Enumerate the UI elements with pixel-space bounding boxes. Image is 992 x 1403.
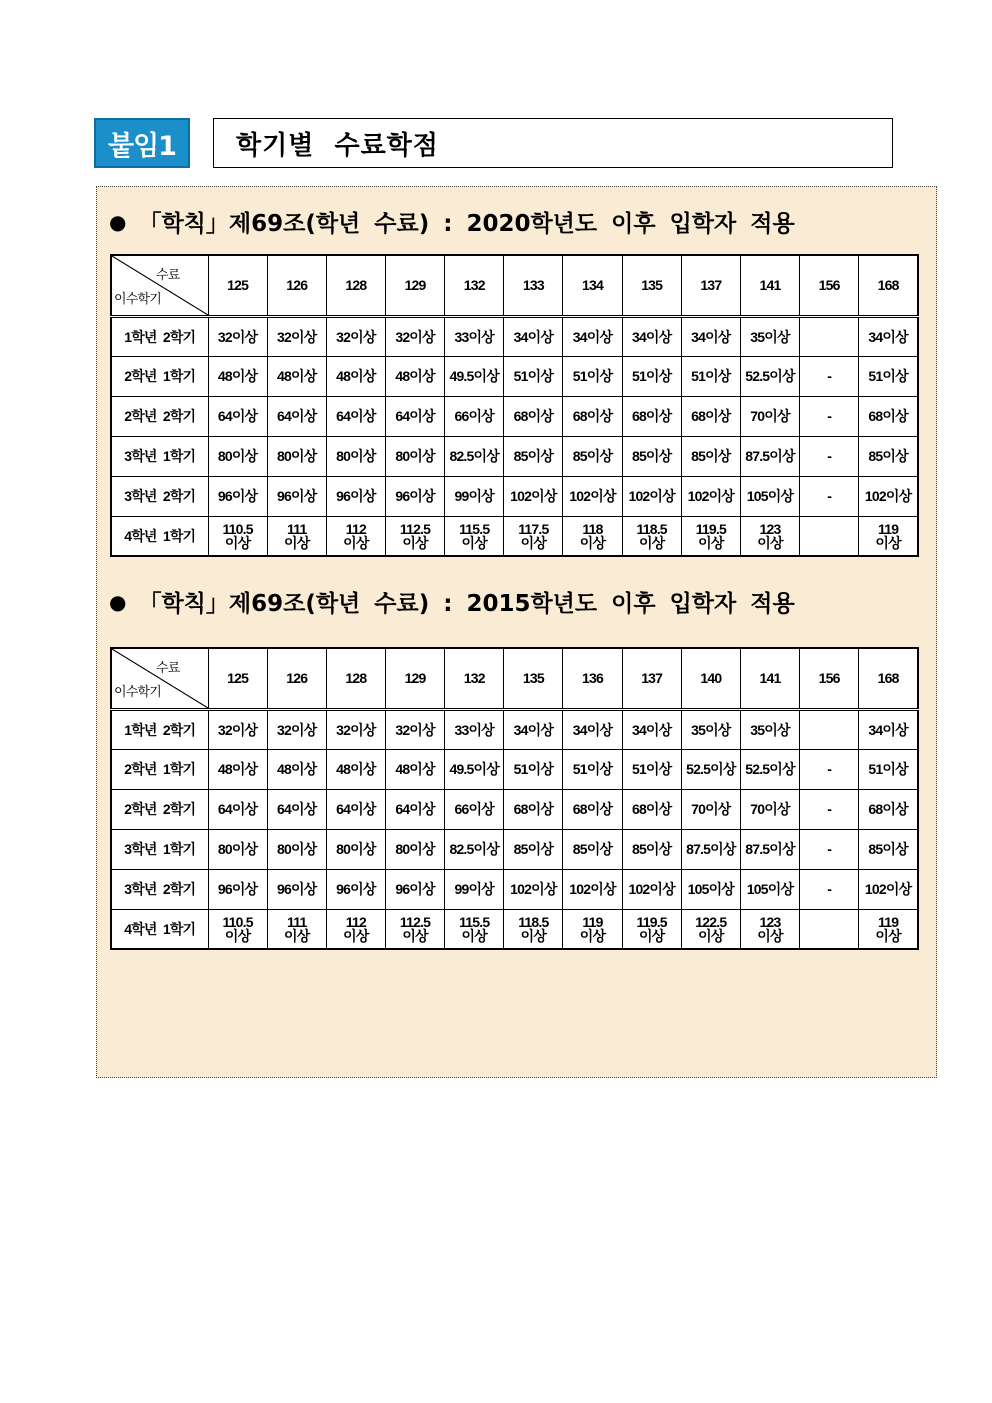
credit-cell: 102이상 xyxy=(504,869,563,909)
credit-cell: 32이상 xyxy=(326,709,385,749)
credit-cell: 87.5이상 xyxy=(740,436,799,476)
credit-cell: 52.5이상 xyxy=(740,356,799,396)
column-header-credits: 141 xyxy=(740,648,799,709)
column-header-credits: 128 xyxy=(326,648,385,709)
credit-suffix: 이상 xyxy=(579,534,606,551)
credit-suffix: 이상 xyxy=(638,534,665,551)
credit-value: 111 xyxy=(287,913,307,930)
credit-value: 119 xyxy=(878,520,899,537)
section-heading-text: 「학칙」제69조(학년 수료) : 2020학년도 이후 입학자 적용 xyxy=(138,211,795,237)
credit-suffix: 이상 xyxy=(875,927,901,944)
column-header-credits: 129 xyxy=(385,255,444,316)
column-header-credits: 137 xyxy=(622,648,681,709)
credit-cell xyxy=(800,316,859,356)
credit-cell: 80이상 xyxy=(267,829,326,869)
row-label-semester: 2학년 1학기 xyxy=(111,356,208,396)
credit-cell: 51이상 xyxy=(681,356,740,396)
credit-cell xyxy=(267,516,326,556)
credit-cell: 51이상 xyxy=(504,749,563,789)
row-label-semester: 3학년 1학기 xyxy=(111,829,208,869)
credit-cell: 48이상 xyxy=(326,749,385,789)
credit-cell xyxy=(445,909,504,949)
credit-cell: - xyxy=(800,476,859,516)
credit-cell: 52.5이상 xyxy=(740,749,799,789)
credit-cell: 102이상 xyxy=(563,476,622,516)
attachment-badge: 붙임1 xyxy=(94,118,190,168)
column-header-credits: 135 xyxy=(504,648,563,709)
credit-value: 118.5 xyxy=(518,913,549,930)
credit-cell: 35이상 xyxy=(681,709,740,749)
credit-cell: 68이상 xyxy=(859,789,918,829)
credit-cell xyxy=(740,516,799,556)
corner-label-completion: 수료 xyxy=(155,267,180,282)
column-header-credits: 134 xyxy=(563,255,622,316)
credit-cell: 85이상 xyxy=(859,436,918,476)
credit-value: 119.5 xyxy=(636,913,667,930)
credit-cell: 96이상 xyxy=(385,869,444,909)
credit-cell: 64이상 xyxy=(385,789,444,829)
credit-cell xyxy=(504,909,563,949)
credit-cell: 34이상 xyxy=(681,316,740,356)
row-label-semester: 4학년 1학기 xyxy=(111,516,208,556)
credit-cell: 99이상 xyxy=(445,869,504,909)
credit-value: 115.5 xyxy=(459,520,490,537)
credit-cell: 32이상 xyxy=(385,709,444,749)
credit-cell: 34이상 xyxy=(622,316,681,356)
credit-cell: 80이상 xyxy=(326,829,385,869)
credit-cell: 102이상 xyxy=(622,869,681,909)
credit-cell: 80이상 xyxy=(385,829,444,869)
credit-cell: - xyxy=(800,749,859,789)
credit-cell xyxy=(208,909,267,949)
credit-cell: 80이상 xyxy=(208,436,267,476)
credit-cell: 48이상 xyxy=(267,749,326,789)
credit-cell xyxy=(385,516,444,556)
credit-value: 123 xyxy=(759,913,781,930)
column-header-credits: 132 xyxy=(445,648,504,709)
table-row xyxy=(111,356,918,396)
bullet-icon: ● xyxy=(109,589,127,614)
credit-cell xyxy=(622,516,681,556)
credits-table-2020 xyxy=(110,254,919,557)
table-row xyxy=(111,436,918,476)
credit-cell: 64이상 xyxy=(385,396,444,436)
credit-cell: 66이상 xyxy=(445,789,504,829)
credit-value: 112 xyxy=(345,520,366,537)
credit-cell: 102이상 xyxy=(859,476,918,516)
credit-cell: 68이상 xyxy=(681,396,740,436)
credit-cell: 87.5이상 xyxy=(681,829,740,869)
credit-cell: - xyxy=(800,789,859,829)
page-title xyxy=(213,118,893,168)
credit-cell xyxy=(622,909,681,949)
credit-cell xyxy=(859,516,918,556)
credit-suffix: 이상 xyxy=(461,927,487,944)
credit-cell: 68이상 xyxy=(563,396,622,436)
credit-cell: 32이상 xyxy=(326,316,385,356)
credit-cell: 34이상 xyxy=(563,316,622,356)
credit-cell: 105이상 xyxy=(681,869,740,909)
corner-label-semester: 이수학기 xyxy=(114,683,162,699)
credit-cell: 68이상 xyxy=(504,789,563,829)
credit-cell: 96이상 xyxy=(326,869,385,909)
credit-cell: 68이상 xyxy=(622,396,681,436)
credit-cell: 68이상 xyxy=(504,396,563,436)
corner-label-semester: 이수학기 xyxy=(114,290,162,306)
credit-cell: 34이상 xyxy=(504,709,563,749)
credit-cell: 52.5이상 xyxy=(681,749,740,789)
table-row xyxy=(111,396,918,436)
credit-suffix: 이상 xyxy=(579,927,606,944)
table-row xyxy=(111,869,918,909)
credit-cell: 96이상 xyxy=(267,476,326,516)
credit-cell: 48이상 xyxy=(326,356,385,396)
credit-cell: 64이상 xyxy=(267,396,326,436)
table-row xyxy=(111,909,918,949)
table-row xyxy=(111,316,918,356)
credit-cell: 64이상 xyxy=(208,789,267,829)
credit-cell: 51이상 xyxy=(622,356,681,396)
column-header-credits: 126 xyxy=(267,648,326,709)
credit-cell xyxy=(267,909,326,949)
column-header-credits: 129 xyxy=(385,648,444,709)
credit-cell: 99이상 xyxy=(445,476,504,516)
credit-cell: 51이상 xyxy=(504,356,563,396)
row-label-semester: 2학년 2학기 xyxy=(111,789,208,829)
credit-suffix: 이상 xyxy=(402,927,428,944)
table-row xyxy=(111,829,918,869)
credit-cell: 102이상 xyxy=(859,869,918,909)
credit-cell: 34이상 xyxy=(622,709,681,749)
credit-suffix: 이상 xyxy=(638,927,665,944)
section-heading-2020 xyxy=(109,205,795,238)
credit-cell: 48이상 xyxy=(208,749,267,789)
credit-value: 122.5 xyxy=(695,913,727,930)
credit-value: 119.5 xyxy=(695,520,726,537)
credit-suffix: 이상 xyxy=(698,927,724,944)
credit-cell: 82.5이상 xyxy=(445,436,504,476)
credit-cell: 64이상 xyxy=(208,396,267,436)
credits-table-2015 xyxy=(110,647,919,950)
credit-cell: 32이상 xyxy=(267,709,326,749)
credit-value: 111 xyxy=(287,520,307,537)
credit-value: 118.5 xyxy=(636,520,667,537)
credit-cell: 70이상 xyxy=(681,789,740,829)
credit-cell: 85이상 xyxy=(504,436,563,476)
corner-label-completion: 수료 xyxy=(155,660,180,675)
credit-cell xyxy=(740,909,799,949)
credit-cell: 35이상 xyxy=(740,709,799,749)
credit-cell: 96이상 xyxy=(208,476,267,516)
credit-value: 112.5 xyxy=(399,913,431,930)
credit-cell xyxy=(208,516,267,556)
credit-cell xyxy=(445,516,504,556)
column-header-credits: 126 xyxy=(267,255,326,316)
credit-cell: 33이상 xyxy=(445,709,504,749)
credit-cell: - xyxy=(800,436,859,476)
credit-cell xyxy=(504,516,563,556)
credit-value: 117.5 xyxy=(518,520,549,537)
row-label-semester: 3학년 2학기 xyxy=(111,476,208,516)
row-label-semester: 4학년 1학기 xyxy=(111,909,208,949)
page-title-text: 학기별 수료학점 xyxy=(236,130,439,161)
column-header-credits: 168 xyxy=(859,255,918,316)
credit-cell xyxy=(800,909,859,949)
column-header-credits: 136 xyxy=(563,648,622,709)
content-panel xyxy=(96,186,937,1078)
credit-value: 119 xyxy=(878,913,899,930)
credit-cell: 51이상 xyxy=(563,749,622,789)
column-header-credits: 168 xyxy=(859,648,918,709)
credit-cell: 34이상 xyxy=(563,709,622,749)
credit-value: 112.5 xyxy=(399,520,431,537)
credit-cell: 33이상 xyxy=(445,316,504,356)
credit-cell: 48이상 xyxy=(385,356,444,396)
row-label-semester: 2학년 1학기 xyxy=(111,749,208,789)
credit-cell: 48이상 xyxy=(267,356,326,396)
credit-value: 110.5 xyxy=(222,520,253,537)
credit-cell: 96이상 xyxy=(267,869,326,909)
credit-cell xyxy=(681,516,740,556)
credit-suffix: 이상 xyxy=(757,927,783,944)
credit-cell: 51이상 xyxy=(563,356,622,396)
credit-value: 115.5 xyxy=(459,913,490,930)
credit-cell: 48이상 xyxy=(385,749,444,789)
credit-cell: 102이상 xyxy=(504,476,563,516)
credit-cell: 85이상 xyxy=(504,829,563,869)
credit-suffix: 이상 xyxy=(224,534,251,551)
credit-cell: 102이상 xyxy=(622,476,681,516)
credit-cell: 32이상 xyxy=(267,316,326,356)
credit-cell: 102이상 xyxy=(563,869,622,909)
credit-cell: 66이상 xyxy=(445,396,504,436)
column-header-credits: 128 xyxy=(326,255,385,316)
credit-suffix: 이상 xyxy=(343,534,369,551)
credit-cell: 64이상 xyxy=(326,396,385,436)
credit-suffix: 이상 xyxy=(461,534,487,551)
row-label-semester: 3학년 2학기 xyxy=(111,869,208,909)
credit-suffix: 이상 xyxy=(284,927,310,944)
row-label-semester: 2학년 2학기 xyxy=(111,396,208,436)
credit-suffix: 이상 xyxy=(402,534,428,551)
credit-cell xyxy=(681,909,740,949)
credit-cell: - xyxy=(800,356,859,396)
corner-header-cell xyxy=(111,648,208,709)
credit-cell: 64이상 xyxy=(326,789,385,829)
credit-cell: 85이상 xyxy=(622,829,681,869)
table-row xyxy=(111,709,918,749)
credit-suffix: 이상 xyxy=(520,534,547,551)
credit-cell: 51이상 xyxy=(622,749,681,789)
credit-cell: 35이상 xyxy=(740,316,799,356)
bullet-icon: ● xyxy=(109,209,127,234)
column-header-credits: 125 xyxy=(208,255,267,316)
credit-cell: 49.5이상 xyxy=(445,356,504,396)
credit-cell: 32이상 xyxy=(385,316,444,356)
credit-cell xyxy=(800,709,859,749)
table-row xyxy=(111,749,918,789)
credit-suffix: 이상 xyxy=(224,927,251,944)
credit-cell xyxy=(563,909,622,949)
credit-cell xyxy=(326,909,385,949)
credit-suffix: 이상 xyxy=(520,927,547,944)
column-header-credits: 141 xyxy=(740,255,799,316)
credit-suffix: 이상 xyxy=(343,927,369,944)
credit-cell: 32이상 xyxy=(208,316,267,356)
corner-header-cell xyxy=(111,255,208,316)
table-row xyxy=(111,476,918,516)
column-header-credits: 125 xyxy=(208,648,267,709)
row-label-semester: 3학년 1학기 xyxy=(111,436,208,476)
credit-cell: 34이상 xyxy=(859,709,918,749)
row-label-semester: 1학년 2학기 xyxy=(111,709,208,749)
table-row xyxy=(111,789,918,829)
credit-cell: 82.5이상 xyxy=(445,829,504,869)
credit-cell: 105이상 xyxy=(740,869,799,909)
header-row xyxy=(111,255,918,316)
credit-suffix: 이상 xyxy=(698,534,724,551)
credit-cell: 96이상 xyxy=(208,869,267,909)
credit-cell xyxy=(385,909,444,949)
credit-cell: 70이상 xyxy=(740,789,799,829)
credit-cell: 51이상 xyxy=(859,749,918,789)
credit-cell: 85이상 xyxy=(622,436,681,476)
column-header-credits: 140 xyxy=(681,648,740,709)
credit-cell: 34이상 xyxy=(504,316,563,356)
section-heading-2015 xyxy=(109,585,795,618)
column-header-credits: 156 xyxy=(800,648,859,709)
column-header-credits: 132 xyxy=(445,255,504,316)
column-header-credits: 135 xyxy=(622,255,681,316)
credit-cell: 87.5이상 xyxy=(740,829,799,869)
credit-cell: 80이상 xyxy=(208,829,267,869)
credit-cell: 80이상 xyxy=(385,436,444,476)
credit-cell: 64이상 xyxy=(267,789,326,829)
column-header-credits: 137 xyxy=(681,255,740,316)
section-heading-text: 「학칙」제69조(학년 수료) : 2015학년도 이후 입학자 적용 xyxy=(138,591,795,617)
credit-suffix: 이상 xyxy=(757,534,783,551)
credit-cell: 96이상 xyxy=(326,476,385,516)
credit-value: 118 xyxy=(582,520,603,537)
credit-cell: 85이상 xyxy=(563,436,622,476)
credit-cell xyxy=(859,909,918,949)
credit-suffix: 이상 xyxy=(875,534,901,551)
credit-cell: 34이상 xyxy=(859,316,918,356)
credit-cell: 85이상 xyxy=(681,436,740,476)
credit-cell: 80이상 xyxy=(326,436,385,476)
credit-cell: - xyxy=(800,829,859,869)
credit-cell: - xyxy=(800,396,859,436)
credit-cell: 32이상 xyxy=(208,709,267,749)
credit-cell: 96이상 xyxy=(385,476,444,516)
credit-cell xyxy=(563,516,622,556)
credit-cell: 51이상 xyxy=(859,356,918,396)
credit-cell xyxy=(326,516,385,556)
credit-cell: 85이상 xyxy=(563,829,622,869)
credit-value: 110.5 xyxy=(222,913,253,930)
credit-cell: 48이상 xyxy=(208,356,267,396)
column-header-credits: 133 xyxy=(504,255,563,316)
credit-cell: 49.5이상 xyxy=(445,749,504,789)
credit-cell: 68이상 xyxy=(622,789,681,829)
credit-value: 112 xyxy=(345,913,366,930)
credit-cell: 85이상 xyxy=(859,829,918,869)
credit-cell: 68이상 xyxy=(563,789,622,829)
row-label-semester: 1학년 2학기 xyxy=(111,316,208,356)
table-row xyxy=(111,516,918,556)
header-row xyxy=(111,648,918,709)
credit-suffix: 이상 xyxy=(284,534,310,551)
credit-cell: 80이상 xyxy=(267,436,326,476)
credit-cell: 68이상 xyxy=(859,396,918,436)
credit-cell xyxy=(800,516,859,556)
credit-value: 119 xyxy=(582,913,603,930)
credit-cell: 70이상 xyxy=(740,396,799,436)
credit-cell: 105이상 xyxy=(740,476,799,516)
credit-value: 123 xyxy=(759,520,781,537)
credit-cell: 102이상 xyxy=(681,476,740,516)
credit-cell: - xyxy=(800,869,859,909)
column-header-credits: 156 xyxy=(800,255,859,316)
